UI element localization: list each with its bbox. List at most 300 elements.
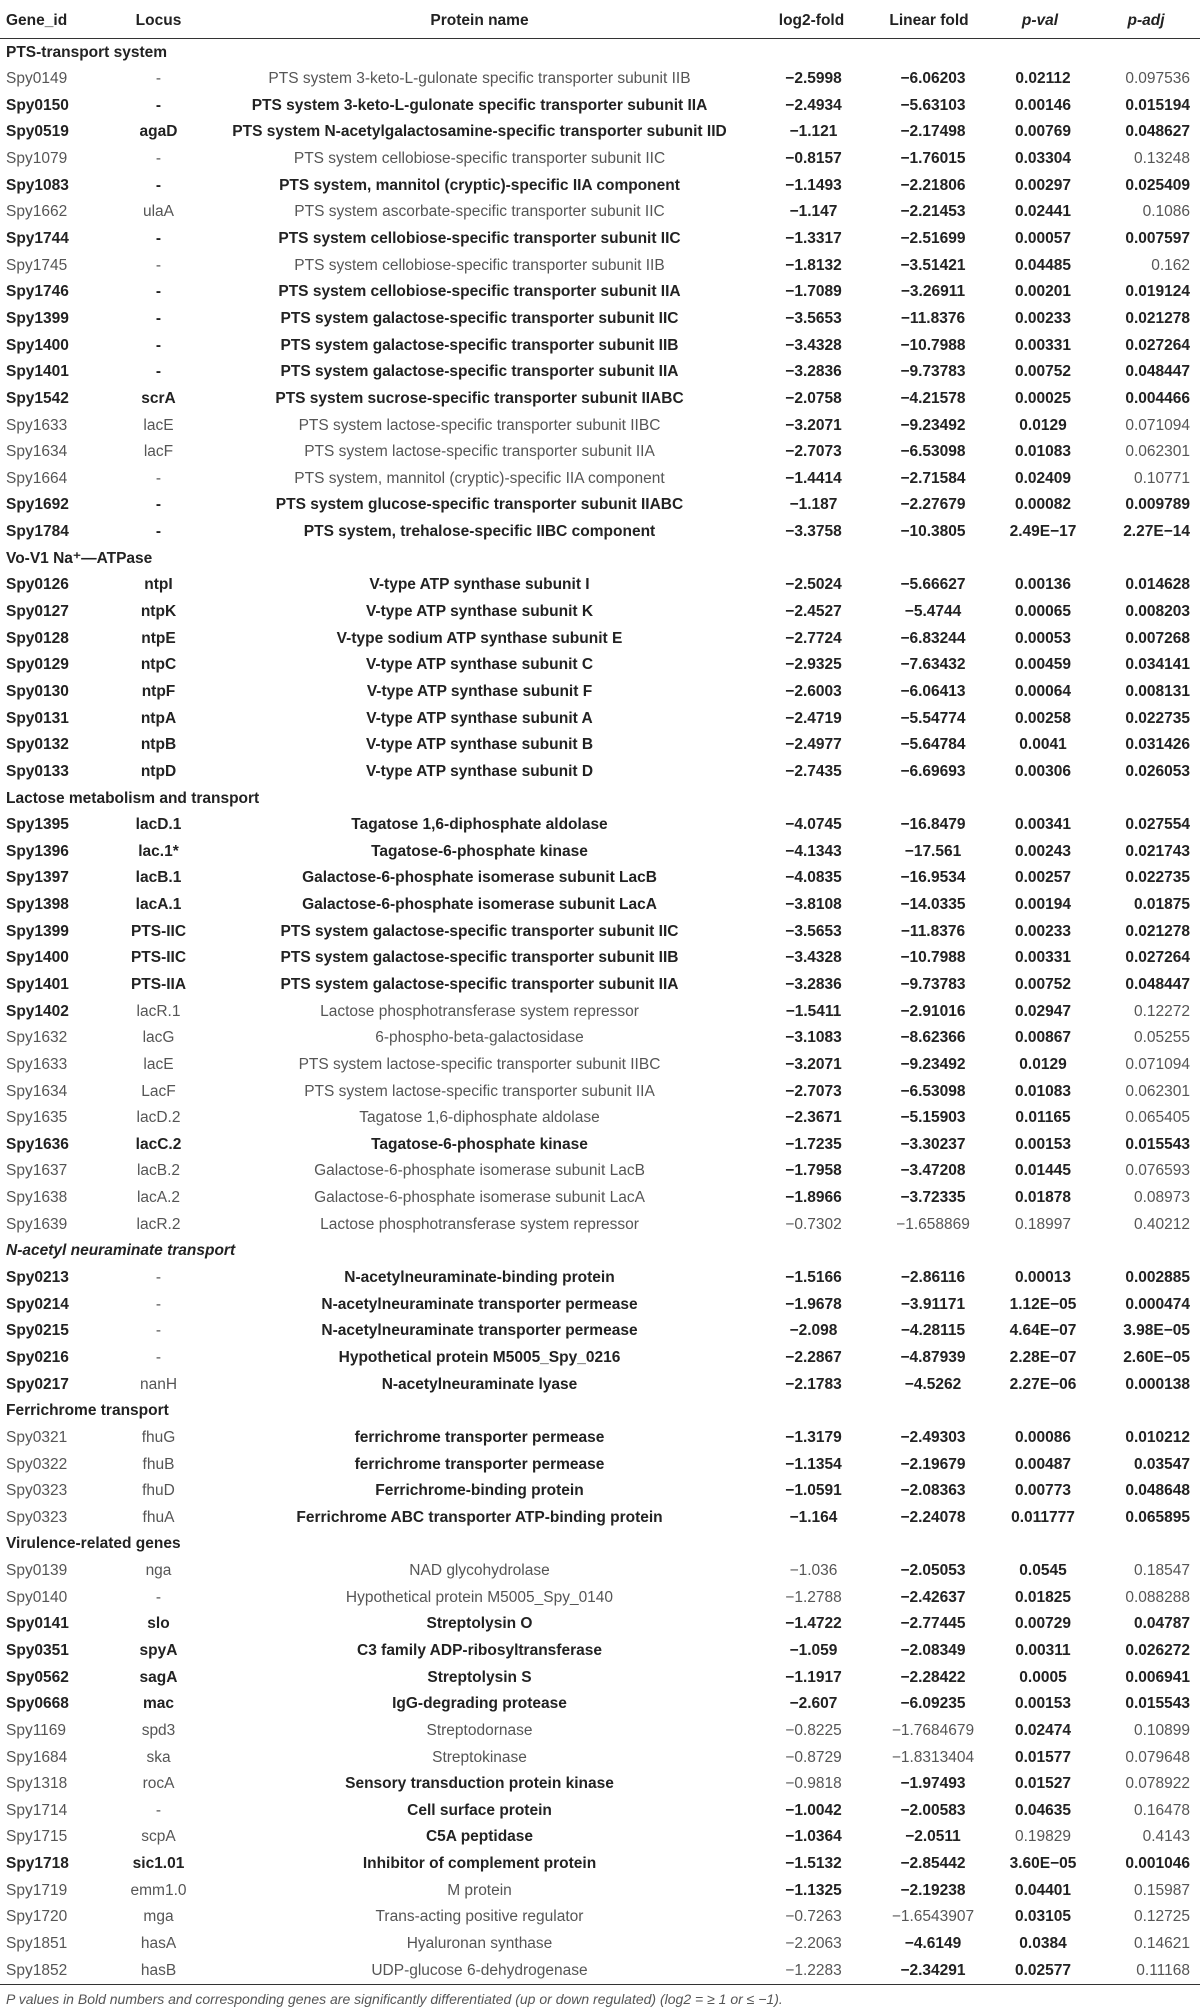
cell-locus: agaD xyxy=(139,123,178,141)
cell-p-adj: 0.15987 xyxy=(1133,1881,1190,1899)
cell-log2-fold: −1.0591 xyxy=(785,1482,842,1500)
cell-p-val: 0.01527 xyxy=(1014,1775,1072,1793)
table-row xyxy=(0,1185,1200,1212)
cell-p-val: 0.01445 xyxy=(1014,1162,1072,1180)
table-row xyxy=(0,1264,1200,1291)
cell-locus: lacR.1 xyxy=(136,1002,181,1020)
table-row xyxy=(0,945,1200,972)
cell-p-val: 2.27E−06 xyxy=(1009,1375,1077,1393)
cell-protein-name: V-type ATP synthase subunit K xyxy=(365,603,594,621)
cell-locus: - xyxy=(155,1801,162,1819)
cell-p-val: 0.00311 xyxy=(1015,1642,1071,1659)
cell-linear-fold: −1.8313404 xyxy=(891,1748,975,1766)
cell-locus: - xyxy=(155,1588,162,1606)
cell-protein-name: PTS system 3-keto-L-gulonate specific transporter subunit IIA xyxy=(251,96,708,114)
section-title: N-acetyl neuraminate transport xyxy=(6,1242,236,1260)
cell-log2-fold: −1.164 xyxy=(789,1508,838,1526)
cell-locus: PTS-IIC xyxy=(130,922,187,940)
cell-linear-fold: −6.09235 xyxy=(900,1695,966,1713)
cell-log2-fold: −3.2071 xyxy=(785,1055,842,1073)
table-row xyxy=(0,172,1200,199)
cell-p-adj: 0.062301 xyxy=(1125,443,1190,461)
cell-locus: rocA xyxy=(142,1775,175,1793)
cell-protein-name: V-type ATP synthase subunit B xyxy=(365,736,594,754)
cell-linear-fold: −2.21453 xyxy=(900,203,966,221)
cell-p-val: 0.00194 xyxy=(1014,896,1072,914)
table-row xyxy=(0,465,1200,492)
cell-protein-name: V-type ATP synthase subunit F xyxy=(366,682,593,700)
cell-linear-fold: −9.23492 xyxy=(900,1055,966,1073)
cell-locus: mga xyxy=(143,1908,174,1926)
cell-gene-id: Spy0668 xyxy=(6,1695,69,1713)
cell-p-val: 0.04635 xyxy=(1014,1801,1072,1819)
cell-p-val: 0.0129 xyxy=(1019,416,1067,434)
table-row xyxy=(0,1131,1200,1158)
cell-p-val: 0.00153 xyxy=(1014,1135,1072,1153)
cell-p-adj: 0.071094 xyxy=(1125,416,1190,434)
cell-protein-name: N-acetylneuraminate lyase xyxy=(381,1375,578,1393)
table-row xyxy=(0,439,1200,466)
cell-p-val: 0.0041 xyxy=(1019,736,1067,754)
cell-gene-id: Spy0150 xyxy=(6,96,69,114)
cell-p-val: 0.00146 xyxy=(1014,96,1072,114)
cell-protein-name: PTS system galactose-specific transporter subunit IIC xyxy=(280,922,679,940)
cell-log2-fold: −1.9678 xyxy=(785,1295,842,1313)
cell-protein-name: V-type ATP synthase subunit I xyxy=(369,576,590,594)
table-row xyxy=(0,66,1200,93)
gene-expression-table xyxy=(0,4,1200,1985)
table-row xyxy=(0,1717,1200,1744)
cell-p-adj: 0.007268 xyxy=(1125,629,1190,647)
cell-locus: LacF xyxy=(141,1082,176,1100)
cell-protein-name: PTS system galactose-specific transporter subunit IIB xyxy=(280,949,679,967)
cell-gene-id: Spy1634 xyxy=(6,443,68,461)
table-row xyxy=(0,1637,1200,1664)
cell-log2-fold: −3.2071 xyxy=(785,416,842,434)
cell-log2-fold: −1.0364 xyxy=(785,1828,842,1846)
cell-gene-id: Spy0214 xyxy=(6,1295,69,1313)
cell-protein-name: PTS system lactose-specific transporter subunit IIA xyxy=(304,1082,655,1100)
cell-locus: - xyxy=(155,336,162,354)
cell-gene-id: Spy1638 xyxy=(6,1189,68,1207)
cell-locus: - xyxy=(155,496,162,514)
table-row xyxy=(0,1744,1200,1771)
cell-protein-name: C5A peptidase xyxy=(425,1828,534,1846)
cell-locus: lacB.1 xyxy=(135,869,182,887)
cell-p-val: 0.01165 xyxy=(1015,1109,1071,1127)
cell-linear-fold: −6.53098 xyxy=(900,443,966,461)
cell-protein-name: Hyaluronan synthase xyxy=(406,1935,553,1953)
cell-locus: - xyxy=(155,1322,162,1340)
cell-p-adj: 0.048648 xyxy=(1125,1482,1190,1500)
table-row xyxy=(0,1930,1200,1957)
table-row xyxy=(0,1078,1200,1105)
cell-p-adj: 0.026272 xyxy=(1125,1642,1190,1659)
cell-p-val: 0.00257 xyxy=(1014,869,1072,887)
cell-locus: ska xyxy=(146,1748,171,1766)
header-p-adj: p-adj xyxy=(1092,4,1200,39)
cell-protein-name: Galactose-6-phosphate isomerase subunit LacA xyxy=(302,896,657,914)
cell-log2-fold: −1.5411 xyxy=(785,1002,842,1020)
table-row xyxy=(0,1797,1200,1824)
cell-gene-id: Spy1396 xyxy=(6,842,69,860)
cell-log2-fold: −2.0758 xyxy=(785,389,842,407)
table-row xyxy=(0,758,1200,785)
cell-locus: - xyxy=(155,1269,162,1287)
cell-linear-fold: −9.73783 xyxy=(900,363,966,381)
cell-p-adj: 0.000474 xyxy=(1125,1295,1190,1313)
cell-p-adj: 0.079648 xyxy=(1125,1748,1190,1766)
cell-p-adj: 0.048627 xyxy=(1125,123,1190,141)
table-row xyxy=(0,838,1200,865)
cell-log2-fold: −2.4527 xyxy=(785,603,842,621)
cell-p-adj: 0.01875 xyxy=(1133,896,1190,914)
cell-locus: fhuD xyxy=(142,1482,175,1500)
cell-locus: sic1.01 xyxy=(132,1855,185,1873)
cell-gene-id: Spy1664 xyxy=(6,469,68,487)
cell-log2-fold: −1.121 xyxy=(789,123,838,141)
cell-p-adj: 0.071094 xyxy=(1125,1055,1190,1073)
cell-p-adj: 0.1086 xyxy=(1142,203,1190,221)
cell-gene-id: Spy1399 xyxy=(6,922,69,940)
cell-p-val: 1.12E−05 xyxy=(1009,1295,1077,1313)
cell-log2-fold: −1.1354 xyxy=(785,1455,842,1473)
cell-locus: - xyxy=(155,96,162,114)
cell-p-val: 0.00752 xyxy=(1014,975,1072,993)
cell-log2-fold: −3.1083 xyxy=(785,1029,842,1047)
cell-log2-fold: −2.4719 xyxy=(785,709,842,727)
cell-log2-fold: −1.4414 xyxy=(785,469,842,487)
cell-locus: fhuA xyxy=(142,1508,175,1526)
cell-locus: ntpI xyxy=(144,576,173,594)
cell-gene-id: Spy0562 xyxy=(6,1668,69,1686)
cell-linear-fold: −10.3805 xyxy=(900,523,966,541)
cell-p-val: 0.02474 xyxy=(1014,1721,1072,1739)
cell-p-val: 0.00752 xyxy=(1014,363,1072,381)
cell-protein-name: PTS system cellobiose-specific transporter subunit IIC xyxy=(278,230,681,248)
cell-locus: lacG xyxy=(142,1029,175,1047)
cell-log2-fold: −3.3758 xyxy=(785,523,842,541)
cell-log2-fold: −3.4328 xyxy=(785,336,842,354)
cell-p-val: 0.0384 xyxy=(1019,1935,1067,1953)
cell-p-val: 0.00136 xyxy=(1014,576,1072,594)
cell-p-val: 0.00306 xyxy=(1014,762,1072,780)
cell-gene-id: Spy0149 xyxy=(6,70,68,88)
table-row xyxy=(0,1344,1200,1371)
cell-p-adj: 0.014628 xyxy=(1125,576,1190,594)
cell-log2-fold: −4.1343 xyxy=(785,842,842,860)
cell-linear-fold: −2.77445 xyxy=(900,1615,966,1633)
cell-p-val: 0.00773 xyxy=(1014,1482,1072,1500)
cell-p-val: 4.64E−07 xyxy=(1009,1322,1077,1340)
table-row xyxy=(0,359,1200,386)
cell-p-val: 0.00297 xyxy=(1014,176,1072,194)
cell-linear-fold: −2.85442 xyxy=(900,1855,966,1873)
cell-log2-fold: −1.8132 xyxy=(785,256,842,274)
cell-log2-fold: −2.2867 xyxy=(785,1348,842,1366)
cell-log2-fold: −3.4328 xyxy=(785,949,842,967)
cell-p-val: 2.49E−17 xyxy=(1009,523,1077,541)
cell-log2-fold: −1.147 xyxy=(789,203,838,221)
cell-p-val: 0.0545 xyxy=(1019,1562,1067,1580)
table-row xyxy=(0,119,1200,146)
cell-p-adj: 0.076593 xyxy=(1125,1162,1190,1180)
cell-protein-name: Streptokinase xyxy=(432,1748,527,1766)
cell-gene-id: Spy1720 xyxy=(6,1908,68,1926)
cell-protein-name: NAD glycohydrolase xyxy=(409,1562,550,1580)
cell-p-adj: 0.021743 xyxy=(1125,842,1190,860)
cell-p-adj: 0.04787 xyxy=(1133,1615,1190,1633)
cell-log2-fold: −3.2836 xyxy=(785,975,842,993)
cell-p-adj: 0.065895 xyxy=(1125,1508,1190,1526)
cell-gene-id: Spy0141 xyxy=(6,1615,69,1633)
cell-linear-fold: −16.9534 xyxy=(900,869,966,887)
cell-log2-fold: −1.5166 xyxy=(785,1269,842,1287)
cell-p-adj: 0.40212 xyxy=(1133,1215,1190,1233)
cell-p-adj: 0.13248 xyxy=(1133,150,1190,168)
cell-p-val: 0.00233 xyxy=(1014,309,1072,327)
cell-protein-name: UDP-glucose 6-dehydrogenase xyxy=(206,1957,753,1984)
cell-protein-name: N-acetylneuraminate-binding protein xyxy=(344,1269,615,1287)
cell-linear-fold: −3.72335 xyxy=(900,1189,966,1207)
cell-gene-id: Spy1684 xyxy=(6,1748,68,1766)
cell-locus: - xyxy=(155,469,162,487)
table-row xyxy=(0,918,1200,945)
cell-gene-id: Spy1401 xyxy=(6,363,69,381)
table-footnote: P values in Bold numbers and corresponding genes are significantly differentiated (up or down regulated) (log2 = ≥ 1 or ≤ −1). xyxy=(6,1990,783,2007)
cell-protein-name: Cell surface protein xyxy=(407,1801,552,1819)
cell-log2-fold: −0.8225 xyxy=(785,1721,842,1739)
cell-protein-name: PTS system cellobiose-specific transporter subunit IIA xyxy=(278,283,681,301)
cell-linear-fold: −6.06203 xyxy=(900,70,966,88)
header-protein-name: Protein name xyxy=(206,4,753,39)
cell-locus: spd3 xyxy=(141,1721,176,1739)
table-row xyxy=(0,1158,1200,1185)
cell-linear-fold: −2.00583 xyxy=(900,1801,966,1819)
cell-locus: - xyxy=(155,309,162,327)
cell-log2-fold: −0.8729 xyxy=(785,1748,842,1766)
cell-p-val: 0.04401 xyxy=(1014,1881,1072,1899)
cell-linear-fold: −1.658869 xyxy=(896,1215,970,1233)
cell-protein-name: V-type ATP synthase subunit C xyxy=(365,656,594,674)
cell-p-adj: 0.10899 xyxy=(1133,1721,1190,1739)
table-row xyxy=(0,492,1200,519)
table-row xyxy=(0,812,1200,839)
cell-locus: - xyxy=(155,230,162,248)
cell-p-adj: 0.12725 xyxy=(1133,1908,1190,1926)
cell-log2-fold: −1.7235 xyxy=(785,1135,842,1153)
cell-log2-fold: −0.8157 xyxy=(785,150,842,168)
cell-log2-fold: −1.7958 xyxy=(785,1162,842,1180)
cell-log2-fold: −1.8966 xyxy=(785,1189,842,1207)
cell-protein-name: Tagatose 1,6-diphosphate aldolase xyxy=(351,816,608,834)
cell-log2-fold: −2.4934 xyxy=(785,96,842,114)
cell-protein-name: N-acetylneuraminate transporter permease xyxy=(321,1322,638,1340)
cell-gene-id: Spy1714 xyxy=(6,1801,68,1819)
table-row xyxy=(0,1478,1200,1505)
cell-p-val: 3.60E−05 xyxy=(1009,1855,1077,1873)
cell-p-val: 0.00082 xyxy=(1014,496,1072,514)
table-row xyxy=(0,1025,1200,1052)
cell-linear-fold: −2.05053 xyxy=(900,1562,966,1580)
cell-p-val: 2.28E−07 xyxy=(1009,1348,1077,1366)
cell-p-adj: 0.019124 xyxy=(1125,283,1190,301)
table-header xyxy=(0,4,1200,39)
cell-locus: mac xyxy=(142,1695,175,1713)
table-row xyxy=(0,1664,1200,1691)
cell-linear-fold: −2.08363 xyxy=(900,1482,966,1500)
cell-linear-fold: −10.7988 xyxy=(900,949,966,967)
cell-locus: - xyxy=(155,176,162,194)
cell-locus: lacR.2 xyxy=(136,1215,181,1233)
table-row xyxy=(0,572,1200,599)
cell-gene-id: Spy1636 xyxy=(6,1135,69,1153)
table-row xyxy=(0,385,1200,412)
cell-protein-name: V-type ATP synthase subunit A xyxy=(366,709,593,727)
cell-p-adj: 0.065405 xyxy=(1125,1109,1190,1127)
cell-gene-id: Spy1402 xyxy=(6,1002,69,1020)
cell-gene-id: Spy0323 xyxy=(6,1482,68,1500)
cell-locus: lacA.2 xyxy=(136,1189,181,1207)
cell-linear-fold: −2.21806 xyxy=(900,176,966,194)
cell-gene-id: Spy1401 xyxy=(6,975,69,993)
section-header-row xyxy=(0,785,1200,812)
cell-protein-name: PTS system galactose-specific transporter subunit IIC xyxy=(280,309,679,327)
cell-p-val: 0.01878 xyxy=(1014,1189,1072,1207)
cell-log2-fold: −2.3671 xyxy=(785,1109,842,1127)
cell-linear-fold: −4.87939 xyxy=(900,1348,966,1366)
cell-protein-name: Tagatose-6-phosphate kinase xyxy=(371,842,588,860)
cell-locus: lacC.2 xyxy=(135,1135,182,1153)
table-row xyxy=(0,892,1200,919)
cell-gene-id: Spy1744 xyxy=(6,230,69,248)
cell-locus: hasB xyxy=(111,1957,206,1984)
cell-p-val: 0.00331 xyxy=(1014,336,1072,354)
cell-p-adj: 0.12272 xyxy=(1133,1002,1190,1020)
cell-gene-id: Spy1633 xyxy=(6,416,68,434)
cell-linear-fold: −2.34291 xyxy=(870,1957,988,1984)
cell-gene-id: Spy0129 xyxy=(6,656,69,674)
cell-locus: scrA xyxy=(141,389,176,407)
cell-linear-fold: −9.73783 xyxy=(900,975,966,993)
cell-gene-id: Spy0213 xyxy=(6,1269,69,1287)
cell-log2-fold: −2.7073 xyxy=(785,443,842,461)
cell-protein-name: V-type ATP synthase subunit D xyxy=(365,762,594,780)
cell-p-val: 0.01083 xyxy=(1014,1082,1072,1100)
cell-linear-fold: −2.19679 xyxy=(900,1455,966,1473)
cell-p-adj: 0.022735 xyxy=(1125,869,1190,887)
cell-protein-name: V-type sodium ATP synthase subunit E xyxy=(336,629,623,647)
cell-locus: - xyxy=(155,256,162,274)
cell-locus: - xyxy=(155,1295,162,1313)
cell-linear-fold: −6.53098 xyxy=(900,1082,966,1100)
cell-locus: ntpF xyxy=(141,682,176,700)
cell-log2-fold: −2.2063 xyxy=(785,1935,842,1953)
section-header-row xyxy=(0,545,1200,572)
cell-gene-id: Spy1635 xyxy=(6,1109,68,1127)
table-row xyxy=(0,1291,1200,1318)
cell-p-adj: 0.015543 xyxy=(1125,1135,1190,1153)
table-row xyxy=(0,1211,1200,1238)
cell-p-val: 0.01083 xyxy=(1014,443,1072,461)
section-title: Ferrichrome transport xyxy=(6,1402,169,1420)
cell-p-adj: 0.031426 xyxy=(1125,736,1190,754)
cell-gene-id: Spy1719 xyxy=(6,1881,68,1899)
table-row xyxy=(0,1424,1200,1451)
cell-protein-name: IgG-degrading protease xyxy=(392,1695,567,1713)
cell-protein-name: Lactose phosphotransferase system repressor xyxy=(320,1002,639,1020)
table-row xyxy=(0,1584,1200,1611)
cell-locus: - xyxy=(155,70,162,88)
cell-p-val: 0.01577 xyxy=(1014,1748,1072,1766)
table-row xyxy=(0,1318,1200,1345)
cell-locus: - xyxy=(155,150,162,168)
cell-p-val: 0.02577 xyxy=(988,1957,1092,1984)
cell-p-adj: 0.010212 xyxy=(1125,1428,1190,1446)
cell-locus: lacB.2 xyxy=(136,1162,181,1180)
cell-protein-name: Tagatose-6-phosphate kinase xyxy=(371,1135,588,1153)
cell-p-adj: 0.08973 xyxy=(1133,1189,1190,1207)
cell-linear-fold: −2.08349 xyxy=(900,1642,966,1659)
cell-gene-id: Spy0127 xyxy=(6,603,69,621)
cell-protein-name: Inhibitor of complement protein xyxy=(362,1855,597,1873)
cell-log2-fold: −2.7724 xyxy=(785,629,842,647)
cell-p-val: 0.19829 xyxy=(1014,1828,1072,1846)
cell-gene-id: Spy0519 xyxy=(6,123,69,141)
cell-locus: ntpD xyxy=(140,762,177,780)
cell-log2-fold: −1.059 xyxy=(789,1642,838,1659)
cell-p-adj: 0.062301 xyxy=(1125,1082,1190,1100)
cell-locus: emm1.0 xyxy=(130,1881,187,1899)
header-locus: Locus xyxy=(111,4,206,39)
cell-gene-id: Spy0131 xyxy=(6,709,69,727)
cell-p-val: 0.00064 xyxy=(1014,682,1072,700)
cell-linear-fold: −1.76015 xyxy=(900,150,966,168)
cell-gene-id: Spy1400 xyxy=(6,949,69,967)
cell-protein-name: Ferrichrome-binding protein xyxy=(375,1482,584,1500)
cell-log2-fold: −1.2788 xyxy=(785,1588,842,1606)
cell-p-adj: 0.034141 xyxy=(1125,656,1190,674)
cell-locus: ntpE xyxy=(141,629,176,647)
cell-p-val: 0.0005 xyxy=(1019,1668,1067,1686)
cell-gene-id: Spy1852 xyxy=(0,1957,111,1984)
cell-linear-fold: −6.69693 xyxy=(900,762,966,780)
table-row xyxy=(0,865,1200,892)
cell-protein-name: M protein xyxy=(447,1881,512,1899)
cell-protein-name: Galactose-6-phosphate isomerase subunit LacA xyxy=(314,1189,645,1207)
cell-log2-fold: −4.0745 xyxy=(785,816,842,834)
cell-p-val: 0.00243 xyxy=(1014,842,1072,860)
cell-locus: fhuG xyxy=(141,1428,176,1446)
cell-log2-fold: −2.7073 xyxy=(785,1082,842,1100)
cell-log2-fold: −1.036 xyxy=(789,1562,838,1580)
cell-p-adj: 0.022735 xyxy=(1125,709,1190,727)
cell-protein-name: PTS system 3-keto-L-gulonate specific transporter subunit IIB xyxy=(268,70,691,88)
cell-p-adj: 2.60E−05 xyxy=(1123,1348,1190,1366)
cell-p-adj: 0.004466 xyxy=(1125,389,1190,407)
cell-locus: lacE xyxy=(143,416,174,434)
cell-locus: lac.1* xyxy=(138,842,179,860)
section-header-row xyxy=(0,1238,1200,1265)
cell-p-val: 0.02947 xyxy=(1014,1002,1072,1020)
cell-log2-fold: −1.5132 xyxy=(785,1855,842,1873)
header-log2-fold: log2-fold xyxy=(753,4,870,39)
cell-protein-name: PTS system lactose-specific transporter subunit IIA xyxy=(304,443,655,461)
table-row xyxy=(0,1957,1200,1984)
cell-linear-fold: −5.54774 xyxy=(900,709,966,727)
table-row xyxy=(0,1504,1200,1531)
cell-log2-fold: −2.5024 xyxy=(785,576,842,594)
